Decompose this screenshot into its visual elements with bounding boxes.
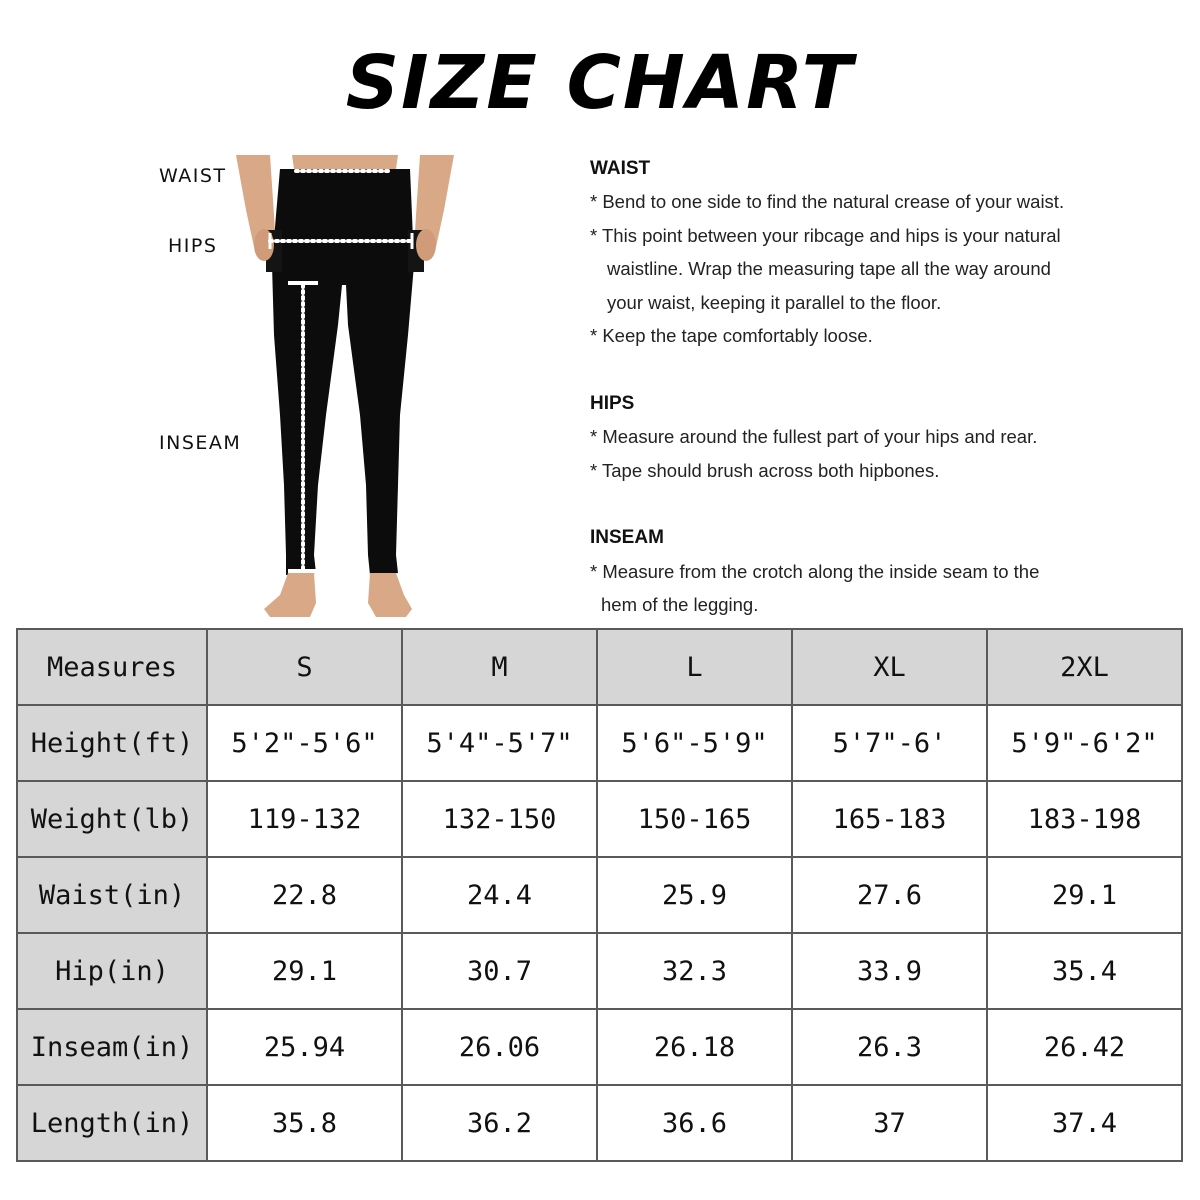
right-hand — [416, 229, 436, 261]
table-cell: 24.4 — [402, 857, 597, 933]
table-cell: 150-165 — [597, 781, 792, 857]
waist-line-3: waistline. Wrap the measuring tape all the way around — [607, 258, 1051, 279]
row-label: Height(ft) — [17, 705, 207, 781]
header-cell-xl: XL — [792, 629, 987, 705]
leggings-illustration — [230, 155, 460, 625]
table-cell: 132-150 — [402, 781, 597, 857]
table-cell: 25.9 — [597, 857, 792, 933]
leggings-shape — [272, 169, 414, 575]
table-header-row — [17, 629, 1182, 705]
table-cell: 30.7 — [402, 933, 597, 1009]
header-cell-m: M — [402, 629, 597, 705]
header-cell-measures: Measures — [17, 629, 207, 705]
left-foot — [264, 573, 316, 617]
torso — [292, 155, 398, 169]
table-row — [17, 857, 1182, 933]
inseam-line-1: * Measure from the crotch along the inside seam to the — [590, 561, 1040, 582]
table-cell: 29.1 — [987, 857, 1182, 933]
table-cell: 119-132 — [207, 781, 402, 857]
table-cell: 36.6 — [597, 1085, 792, 1161]
inseam-label: INSEAM — [159, 432, 242, 454]
table-cell: 26.06 — [402, 1009, 597, 1085]
waist-line-2: * This point between your ribcage and hips is your natural — [590, 225, 1061, 246]
table-cell: 35.4 — [987, 933, 1182, 1009]
table-cell: 35.8 — [207, 1085, 402, 1161]
table-cell: 37.4 — [987, 1085, 1182, 1161]
inseam-heading: INSEAM — [590, 527, 664, 548]
waist-line-1: * Bend to one side to find the natural crease of your waist. — [590, 191, 1065, 212]
hips-label: HIPS — [168, 235, 218, 257]
waist-label: WAIST — [159, 165, 227, 187]
table-cell: 5'4"-5'7" — [402, 705, 597, 781]
hips-line-1: * Measure around the fullest part of your hips and rear. — [590, 426, 1038, 447]
header-cell-l: L — [597, 629, 792, 705]
table-cell: 32.3 — [597, 933, 792, 1009]
row-label: Length(in) — [17, 1085, 207, 1161]
table-cell: 5'7"-6' — [792, 705, 987, 781]
table-cell: 5'6"-5'9" — [597, 705, 792, 781]
size-table — [16, 628, 1183, 1162]
table-cell: 165-183 — [792, 781, 987, 857]
table-cell: 29.1 — [207, 933, 402, 1009]
table-row — [17, 1009, 1182, 1085]
table-cell: 26.18 — [597, 1009, 792, 1085]
hips-line-2: * Tape should brush across both hipbones. — [590, 460, 940, 481]
waist-line-5: * Keep the tape comfortably loose. — [590, 325, 873, 346]
waist-line-4: your waist, keeping it parallel to the floor. — [607, 292, 942, 313]
table-cell: 183-198 — [987, 781, 1182, 857]
table-cell: 26.3 — [792, 1009, 987, 1085]
table-row — [17, 781, 1182, 857]
inseam-line-2: hem of the legging. — [601, 594, 759, 615]
page-title: SIZE CHART — [345, 40, 855, 126]
table-cell: 27.6 — [792, 857, 987, 933]
right-foot — [368, 573, 412, 617]
table-cell: 25.94 — [207, 1009, 402, 1085]
table-cell: 5'2"-5'6" — [207, 705, 402, 781]
header-cell-2xl: 2XL — [987, 629, 1182, 705]
table-cell: 36.2 — [402, 1085, 597, 1161]
table-cell: 5'9"-6'2" — [987, 705, 1182, 781]
table-row — [17, 933, 1182, 1009]
row-label: Hip(in) — [17, 933, 207, 1009]
table-cell: 37 — [792, 1085, 987, 1161]
waist-heading: WAIST — [590, 158, 651, 179]
table-row — [17, 1085, 1182, 1161]
header-cell-s: S — [207, 629, 402, 705]
row-label: Waist(in) — [17, 857, 207, 933]
hips-heading: HIPS — [590, 393, 635, 414]
table-cell: 22.8 — [207, 857, 402, 933]
row-label: Inseam(in) — [17, 1009, 207, 1085]
table-cell: 26.42 — [987, 1009, 1182, 1085]
table-cell: 33.9 — [792, 933, 987, 1009]
row-label: Weight(lb) — [17, 781, 207, 857]
table-row — [17, 705, 1182, 781]
